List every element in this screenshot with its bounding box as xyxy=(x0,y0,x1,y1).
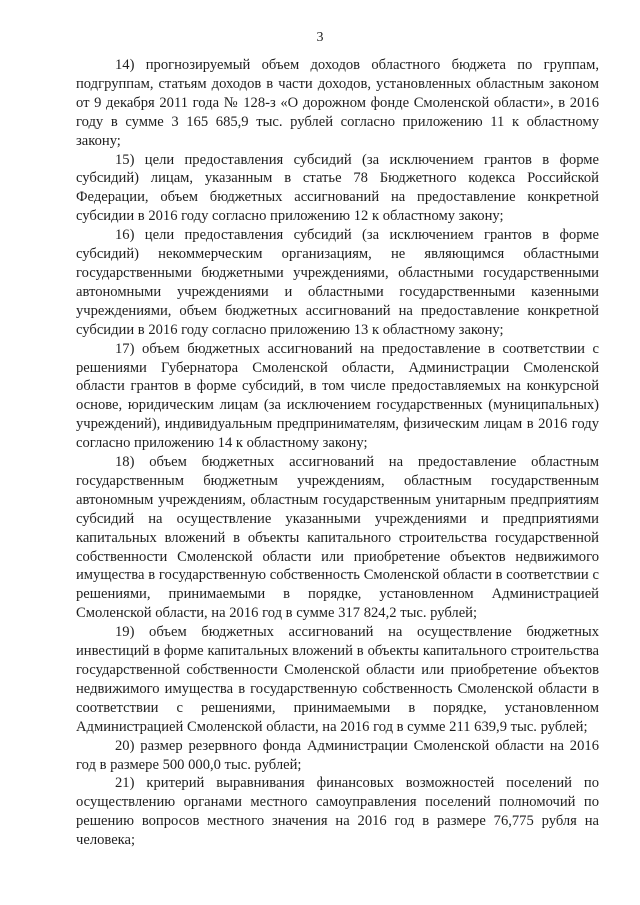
list-item-19: 19) объем бюджетных ассигнований на осуществление бюджетных инвестиций в форме капитальных вложений в объекты капитального строительства государственной собственности Смоленской области или приобретение объектов недвижимого имущества в государственную собственность Смоленской области в соответствии с решениями, принимаемыми в порядке, установленном Администрацией Смоленской области, на 2016 год в сумме 211 639,9 тыс. рублей; xyxy=(76,624,599,735)
page-number: 3 xyxy=(316,30,324,45)
list-item-17: 17) объем бюджетных ассигнований на предоставление в соответствии с решениями Губернатора Смоленской области, Администрации Смоленской области грантов в форме субсидий, в том числе предоставляемых на конкурсной основе, юридическим лицам (за исключением государственных (муниципальных) учреждений), индивидуальным предпринимателям, физическим лицам в 2016 году согласно приложению 14 к областному закону; xyxy=(76,340,599,452)
list-item-21: 21) критерий выравнивания финансовых возможностей поселений по осуществлению органами местного самоуправления поселений полномочий по решению вопросов местного значения на 2016 год в размере 76,775 рубля на человека; xyxy=(76,775,599,849)
list-item-18: 18) объем бюджетных ассигнований на предоставление областным государственным бюджетным учреждениям, областным государственным автономным учреждениям, областным государственным унитарным предприятиям субсидий на осуществление указанными учреждениями и предприятиями капитальных вложений в объекты капитального строительства государственной собственности Смоленской области или приобретение объектов недвижимого имущества в государственную собственность Смоленской области в соответствии с решениями, принимаемыми в порядке, установленном Администрацией Смоленской области, на 2016 год в сумме 317 824,2 тыс. рублей; xyxy=(76,454,599,622)
list-item-20: 20) размер резервного фонда Администрации Смоленской области на 2016 год в размере 500 000,0 тыс. рублей; xyxy=(76,737,599,773)
list-item-16: 16) цели предоставления субсидий (за исключением грантов в форме субсидий) некоммерческим организациям, не являющимся областными государственными бюджетными учреждениями, областными государственными автономными учреждениями и областными государственными казенными учреждениями, объем бюджетных ассигнований на предоставление конкретной субсидии в 2016 году согласно приложению 13 к областному закону; xyxy=(76,227,599,338)
list-item-15: 15) цели предоставления субсидий (за исключением грантов в форме субсидий) лицам, указанным в статье 78 Бюджетного кодекса Российской Федерации, объем бюджетных ассигнований на предоставление конкретной субсидии в 2016 году согласно приложению 12 к областному закону; xyxy=(76,151,599,225)
document-body xyxy=(76,56,599,850)
list-item-14: 14) прогнозируемый объем доходов областного бюджета по группам, подгруппам, статьям доходов в части доходов, установленных областным законом от 9 декабря 2011 года № 128-з «О дорожном фонде Смоленской области», в 2016 году в сумме 3 165 685,9 тыс. рублей согласно приложению 11 к областному закону; xyxy=(76,57,599,149)
